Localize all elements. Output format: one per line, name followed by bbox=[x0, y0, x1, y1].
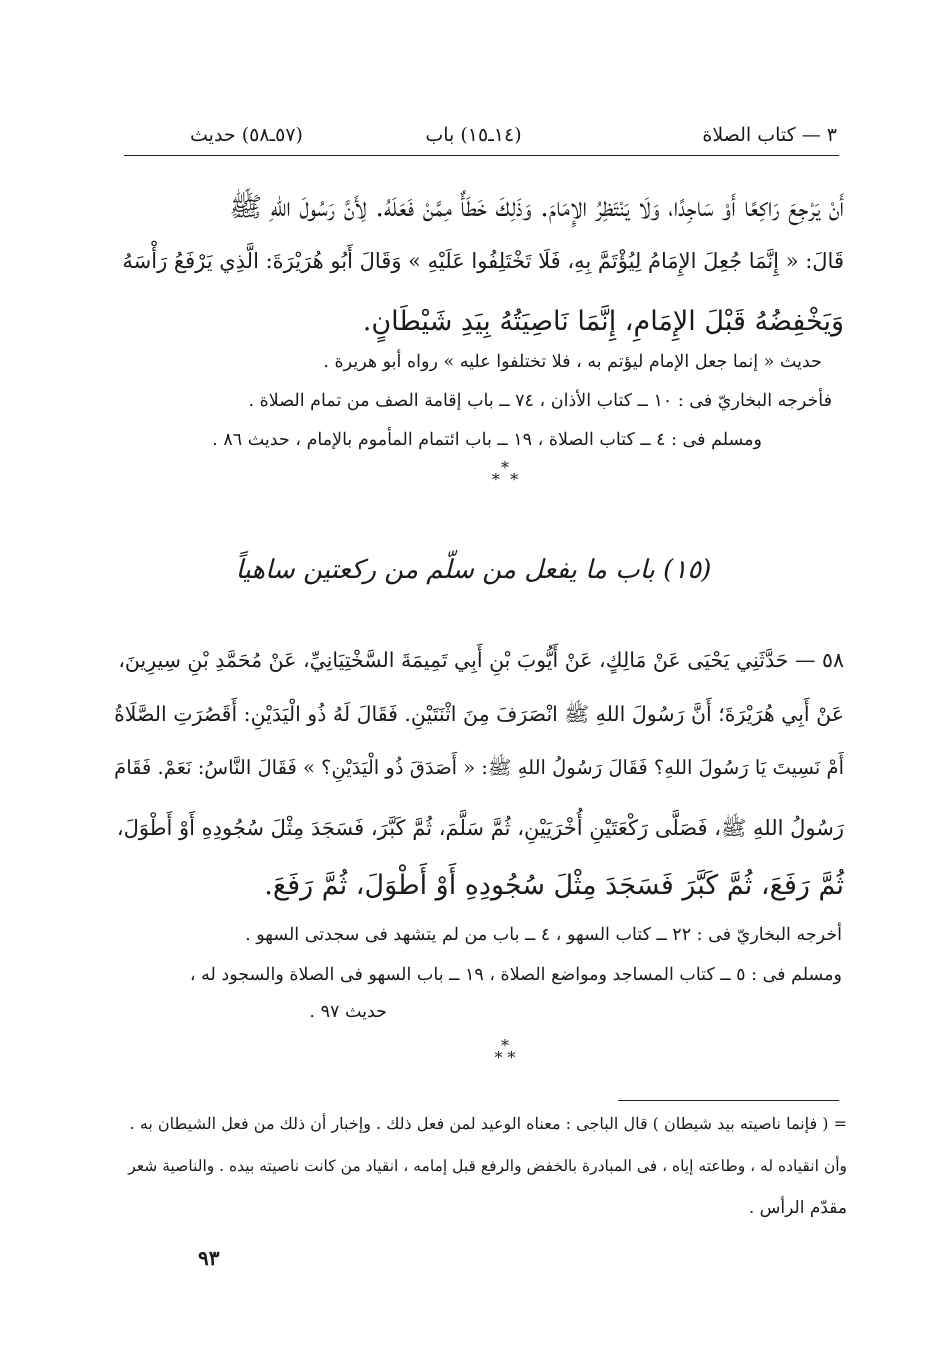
text-line: وَيَخْفِضُهُ قَبْلَ الإِمَامِ، إِنَّمَا نَاصِيَتُهُ بِيَدِ شَيْطَانٍ. bbox=[362, 306, 844, 337]
text-line: قَالَ: « إِنَّمَا جُعِلَ الإِمَامُ لِيُؤْتَمَّ بِهِ، فَلَا تَخْتَلِفُوا عَلَيْهِ » وَقَالَ أَبُو هُرَيْرَةَ: الَّذِي يَرْفَعُ رَأْسَهُ bbox=[122, 249, 844, 273]
star-glyph: * bbox=[510, 470, 519, 489]
header-chapter: ٣ — كتاب الصلاة bbox=[702, 124, 837, 146]
header-hadith-range: (٥٧ـ٥٨) حديث bbox=[190, 124, 303, 146]
star-glyph-pair bbox=[470, 1048, 540, 1067]
star-glyph-pair bbox=[470, 470, 540, 489]
footnote-line: وأن انقياده له ، وطاعته إياه ، فى المبادرة بالخفض والرفع قبل إمامه ، انقياد من كانت ناصيته بيده . والناصية شعر bbox=[128, 1157, 847, 1175]
header-divider bbox=[124, 155, 839, 156]
footnote-line: مقدّم الرأس . bbox=[748, 1198, 847, 1218]
star-glyph: * bbox=[491, 470, 500, 489]
text-line: ثُمَّ رَفَعَ، ثُمَّ كَبَّرَ فَسَجَدَ مِثْلَ سُجُودِهِ أَوْ أَطْوَلَ، ثُمَّ رَفَعَ. bbox=[264, 870, 844, 901]
reference-line: ومسلم فى : ٤ ــ كتاب الصلاة ، ١٩ ــ باب ائتمام المأموم بالإمام ، حديث ٨٦ . bbox=[212, 430, 762, 450]
star-glyph: * bbox=[501, 458, 509, 477]
text-line: أَمْ نَسِيتَ يَا رَسُولَ اللهِ؟ فَقَالَ رَسُولُ اللهِ ﷺ: « أَصَدَقَ ذُو الْيَدَيْنِ؟ » فَقَالَ النَّاسُ: نَعَمْ. فَقَامَ bbox=[114, 756, 844, 779]
reference-line: أخرجه البخاريّ فى : ٢٢ ــ كتاب السهو ، ٤ ــ باب من لم يتشهد فى سجدتى السهو . bbox=[245, 925, 842, 945]
text-line: رَسُولُ اللهِ ﷺ، فَصَلَّى رَكْعَتَيْنِ أُخْرَيَيْنِ، ثُمَّ سَلَّمَ، ثُمَّ كَبَّرَ، فَسَجَدَ مِثْلَ سُجُودِهِ أَوْ أَطْوَلَ، bbox=[116, 816, 844, 840]
star-glyph: * bbox=[494, 1048, 503, 1067]
reference-line: حديث « إنما جعل الإمام ليؤتم به ، فلا تختلفوا عليه » رواه أبو هريرة . bbox=[323, 352, 822, 372]
star-separator bbox=[470, 1036, 540, 1067]
reference-line: ومسلم فى : ٥ ــ كتاب المساجد ومواضع الصلاة ، ١٩ ــ باب السهو فى الصلاة والسجود له ، bbox=[189, 965, 842, 985]
reference-line: فأخرجه البخاريّ فى : ١٠ ــ كتاب الأذان ، ٧٤ ــ باب إقامة الصف من تمام الصلاة . bbox=[248, 391, 832, 411]
page-number: ٩٣ bbox=[198, 1246, 220, 1270]
header-section: (١٤ـ١٥) باب bbox=[425, 124, 522, 146]
star-glyph: * bbox=[501, 1036, 509, 1055]
star-separator bbox=[470, 458, 540, 489]
footnote-divider bbox=[618, 1100, 839, 1101]
text-line: عَنْ أَبِي هُرَيْرَةَ؛ أَنَّ رَسُولَ اللهِ ﷺ انْصَرَفَ مِنَ اثْنَتَيْنِ. فَقَالَ لَهُ ذُو الْيَدَيْنِ: أَقَصُرَتِ الصَّلَاةُ bbox=[114, 702, 844, 726]
star-glyph: * bbox=[507, 1048, 516, 1067]
text-line: ٥٨ — حَدَّثَنِي يَحْيَى عَنْ مَالِكٍ، عَنْ أَيُّوبَ بْنِ أَبِي تَمِيمَةَ السَّخْتِيَانِيِّ، عَنْ مُحَمَّدِ بْنِ سِيرِينَ، bbox=[118, 648, 844, 672]
section-title: (١٥) باب ما يفعل من سلّم من ركعتين ساهياً bbox=[235, 555, 712, 585]
footnote-line: = ( فإنما ناصيته بيد شيطان ) قال الباجى : معناه الوعيد لمن فعل ذلك . وإخبار أن ذلك من فعل الشيطان به . bbox=[129, 1114, 847, 1133]
text-line: أَنْ يَرْجِعَ رَاكِعًا أَوْ سَاجِدًا، وَلَا يَنْتَظِرُ الإِمَامَ. وَذَلِكَ خَطَأٌ مِمَّنْ فَعَلَهُ. لِأَنَّ رَسُولَ اللهِ ﷺ bbox=[229, 192, 844, 223]
reference-line: حديث ٩٧ . bbox=[309, 1002, 387, 1022]
